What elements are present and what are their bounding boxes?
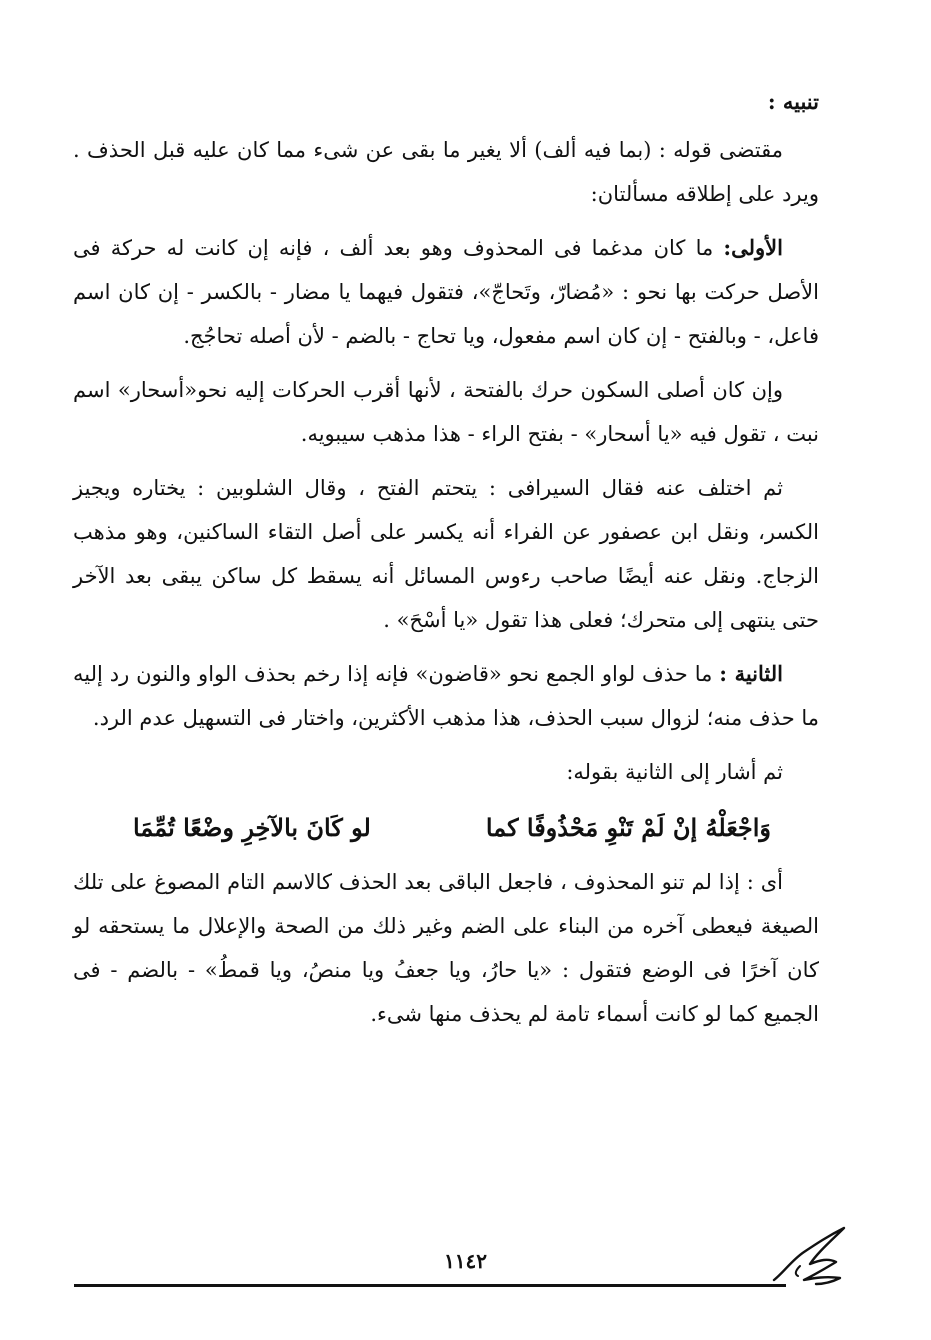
paragraph-text: ثم أشار إلى الثانية بقوله: xyxy=(566,760,783,784)
paragraph-2 xyxy=(73,226,819,358)
verse-hemistich-first: وَاجْعَلْهُ إنْ لَمْ تَنْوِ مَحْذُوفًا كما xyxy=(485,813,771,842)
paragraph-lead: الأولى: xyxy=(723,235,783,260)
poetry-verse xyxy=(133,804,771,852)
paragraph-text: ما حذف لواو الجمع نحو «قاضون» فإنه إذا رخم بحذف الواو والنون رد إليه ما حذف منه؛ لزوال سبب الحذف، هذا مذهب الأكثرين، واختار فى التسهيل عدم الرد. xyxy=(73,662,819,730)
page-body xyxy=(73,80,819,1046)
paragraph-text: ما كان مدغما فى المحذوف وهو بعد ألف ، فإنه إن كانت له حركة فى الأصل حركت بها نحو : «مُضارّ، وتَحاجّ»، فتقول فيهما يا مضار - بالكسر - إن كان اسم فاعل، - وبالفتح - إن كان اسم مفعول، ويا تحاج - بالضم - لأن أصله تحاجُج. xyxy=(73,236,819,348)
section-heading: تنبيه : xyxy=(767,89,819,114)
paragraph-5 xyxy=(73,652,819,740)
paragraph-4 xyxy=(73,466,819,642)
paragraph-text: وإن كان أصلى السكون حرك بالفتحة ، لأنها أقرب الحركات إليه نحو«أسحار» اسم نبت ، تقول فيه «يا أسحار» - بفتح الراء - هذا مذهب سيبويه. xyxy=(73,378,819,446)
paragraph-1 xyxy=(73,128,819,216)
paragraph-3 xyxy=(73,368,819,456)
paragraph-lead: الثانية : xyxy=(719,661,783,686)
closing-paragraph: أى : إذا لم تنو المحذوف ، فاجعل الباقى بعد الحذف كالاسم التام المصوغ على تلك الصيغة فيعطى آخره من البناء على الضم وغير ذلك من الصحة والإعلال ما يستحقه لو كان آخرًا فى الوضع فتقول : «يا حارُ، ويا جعفُ ويا منصُ، ويا قمطُ» - بالضم - فى الجميع كما لو كانت أسماء تامة لم يحذف منها شىء. xyxy=(73,870,819,1026)
paragraph-text: مقتضى قوله : (بما فيه ألف) ألا يغير ما بقى عن شىء مما كان عليه قبل الحذف . ويرد على إطلاقه مسألتان: xyxy=(73,138,819,206)
footer-rule xyxy=(74,1284,786,1287)
paragraph-text: ثم اختلف عنه فقال السيرافى : يتحتم الفتح ، وقال الشلوبين : يختاره ويجيز الكسر، ونقل ابن عصفور عن الفراء أنه يكسر على أصل التقاء الساكنين، وهو مذهب الزجاج. ونقل عنه أيضًا صاحب رءوس المسائل أنه يسقط كل ساكن يبقى بعد الآخر حتى ينتهى إلى متحرك؛ فعلى هذا تقول «يا أسْحَ» . xyxy=(73,476,819,632)
page-number: ١١٤٢ xyxy=(444,1249,487,1273)
paragraph-6 xyxy=(73,750,819,794)
signature-mark-icon xyxy=(770,1222,862,1290)
verse-hemistich-second: لو كَانَ بالآخِرِ وضْعًا تُمِّمَا xyxy=(133,813,371,842)
